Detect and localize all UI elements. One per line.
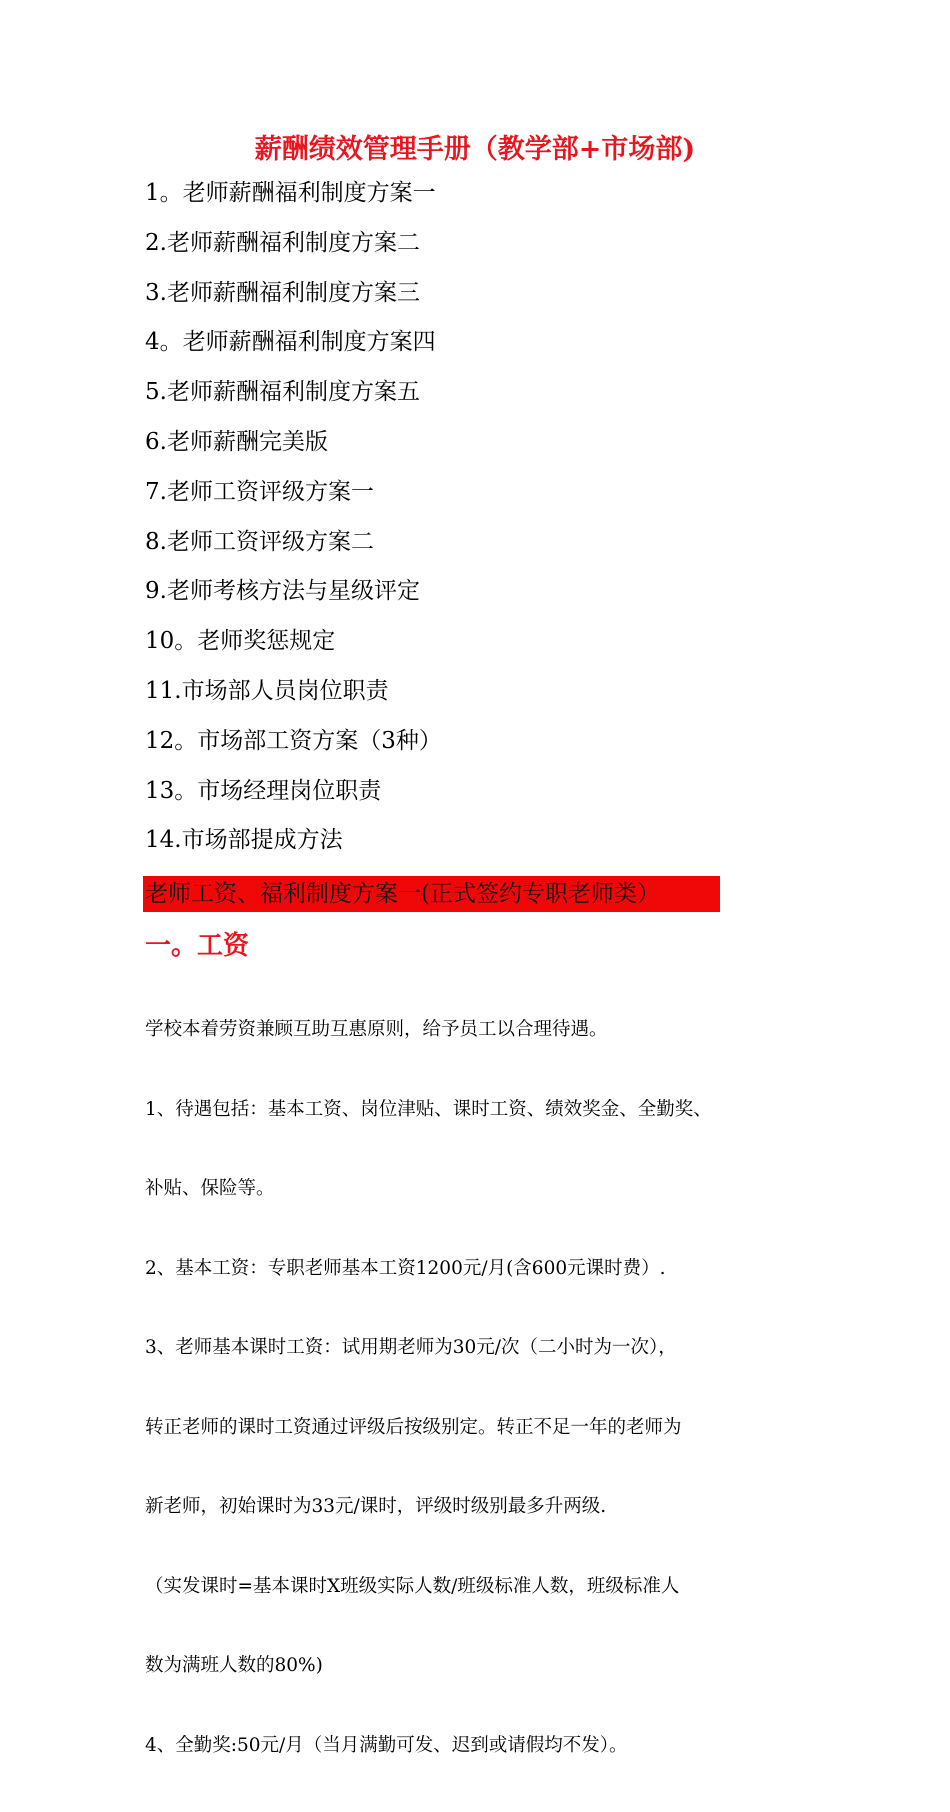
highlighted-section-banner: 老师工资、福利制度方案一(正式签约专职老师类）	[143, 876, 720, 912]
toc-item-10: 10。老师奖惩规定	[145, 628, 336, 655]
body-line: （实发课时=基本课时X班级实际人数/班级标准人数，班级标准人	[145, 1575, 680, 1597]
body-line: 2、基本工资：专职老师基本工资1200元/月(含600元课时费）.	[145, 1257, 666, 1279]
body-line: 补贴、保险等。	[145, 1178, 275, 1199]
toc-item-9: 9.老师考核方法与星级评定	[145, 578, 420, 605]
body-line: 转正老师的课时工资通过评级后按级别定。转正不足一年的老师为	[145, 1416, 682, 1438]
body-line: 新老师，初始课时为33元/课时，评级时级别最多升两级.	[145, 1496, 607, 1517]
toc-item-12: 12。市场部工资方案（3种）	[145, 727, 442, 754]
body-line: 3、老师基本课时工资：试用期老师为30元/次（二小时为一次），	[145, 1337, 677, 1358]
table-of-contents	[145, 180, 442, 877]
toc-item-14: 14.市场部提成方法	[145, 827, 343, 854]
document-title: 薪酬绩效管理手册（教学部+市场部)	[254, 134, 696, 165]
toc-item-2: 2.老师薪酬福利制度方案二	[145, 229, 420, 256]
toc-item-13: 13。市场经理岗位职责	[145, 777, 382, 804]
body-text	[145, 964, 835, 1812]
section-heading: 一。工资	[145, 931, 250, 961]
body-line: 学校本着劳资兼顾互助互惠原则，给予员工以合理待遇。	[145, 1019, 608, 1040]
toc-item-4: 4。老师薪酬福利制度方案四	[145, 329, 436, 356]
toc-item-6: 6.老师薪酬完美版	[145, 428, 328, 455]
body-line: 4、全勤奖:50元/月（当月满勤可发、迟到或请假均不发）。	[145, 1734, 628, 1756]
body-line: 数为满班人数的80%)	[145, 1655, 323, 1676]
toc-item-8: 8.老师工资评级方案二	[145, 528, 374, 555]
toc-item-11: 11.市场部人员岗位职责	[145, 677, 389, 704]
toc-item-5: 5.老师薪酬福利制度方案五	[145, 379, 420, 406]
body-line: 1、待遇包括：基本工资、岗位津贴、课时工资、绩效奖金、全勤奖、	[145, 1098, 712, 1120]
toc-item-7: 7.老师工资评级方案一	[145, 478, 374, 505]
toc-item-1: 1。老师薪酬福利制度方案一	[145, 180, 436, 206]
toc-item-3: 3.老师薪酬福利制度方案三	[145, 279, 420, 306]
